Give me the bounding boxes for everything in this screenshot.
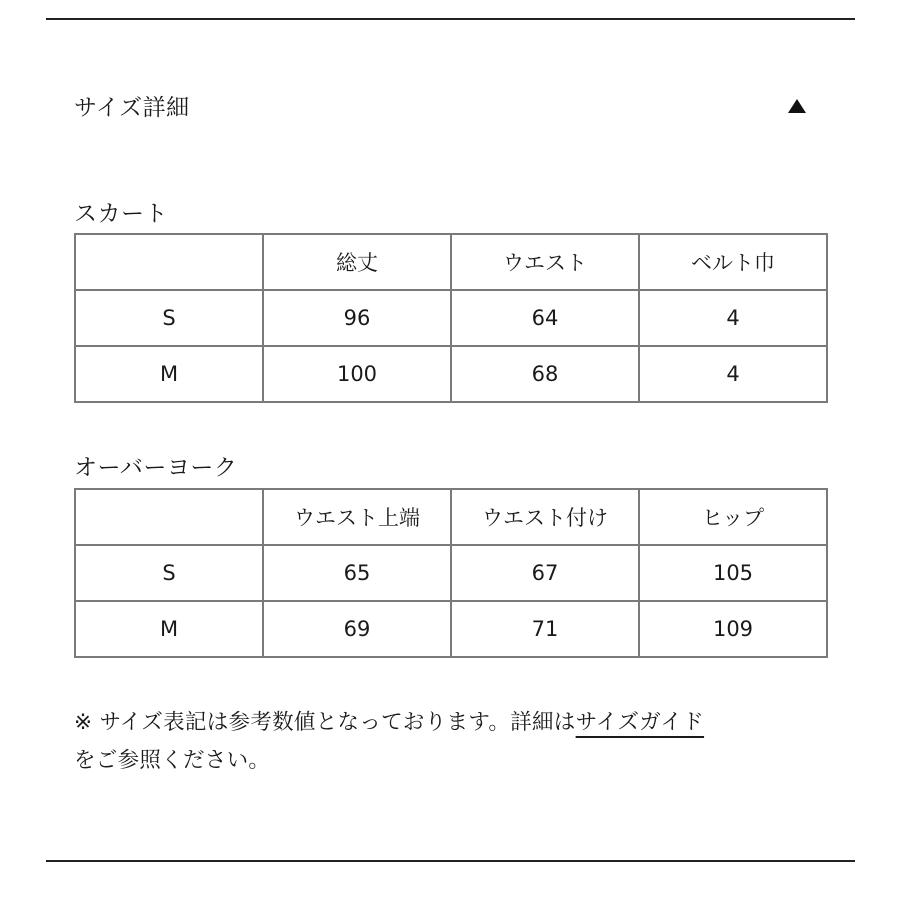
table-cell: 109 — [639, 601, 827, 657]
top-divider — [46, 18, 855, 20]
table-cell: 69 — [263, 601, 451, 657]
table-header-cell: ヒップ — [639, 489, 827, 545]
table-row — [75, 545, 827, 601]
table-header-cell: ウエスト付け — [451, 489, 639, 545]
table-cell: 105 — [639, 545, 827, 601]
table-header-row — [75, 234, 827, 290]
collapse-triangle-icon[interactable] — [786, 96, 808, 118]
table-row — [75, 346, 827, 402]
note-suffix-text: をご参照ください。 — [74, 748, 271, 773]
table-cell: 64 — [451, 290, 639, 346]
note-prefix-text: ※ サイズ表記は参考数値となっております。詳細は — [74, 710, 576, 735]
size-details-title: サイズ詳細 — [74, 95, 190, 121]
table-cell: 71 — [451, 601, 639, 657]
table-header-cell: ウエスト上端 — [263, 489, 451, 545]
table-row — [75, 290, 827, 346]
table-header-row — [75, 489, 827, 545]
table-header-cell — [75, 234, 263, 290]
over-yoke-size-table — [74, 488, 828, 658]
table-cell: 4 — [639, 290, 827, 346]
bottom-divider — [46, 860, 855, 862]
table-cell: 65 — [263, 545, 451, 601]
size-guide-link[interactable]: サイズガイド — [575, 710, 705, 735]
size-label-cell: S — [75, 290, 263, 346]
size-label-cell: M — [75, 601, 263, 657]
table-cell: 67 — [451, 545, 639, 601]
table-header-cell: ベルト巾 — [639, 234, 827, 290]
size-note — [74, 704, 834, 780]
table-header-cell: ウエスト — [451, 234, 639, 290]
table-header-cell — [75, 489, 263, 545]
size-label-cell: M — [75, 346, 263, 402]
skirt-section-title: スカート — [74, 201, 168, 227]
skirt-size-table — [74, 233, 828, 403]
table-cell: 100 — [263, 346, 451, 402]
table-cell: 4 — [639, 346, 827, 402]
table-row — [75, 601, 827, 657]
size-label-cell: S — [75, 545, 263, 601]
over-yoke-section-title: オーバーヨーク — [74, 455, 238, 481]
table-header-cell: 総丈 — [263, 234, 451, 290]
table-cell: 96 — [263, 290, 451, 346]
table-cell: 68 — [451, 346, 639, 402]
size-details-accordion-header[interactable] — [74, 88, 814, 128]
